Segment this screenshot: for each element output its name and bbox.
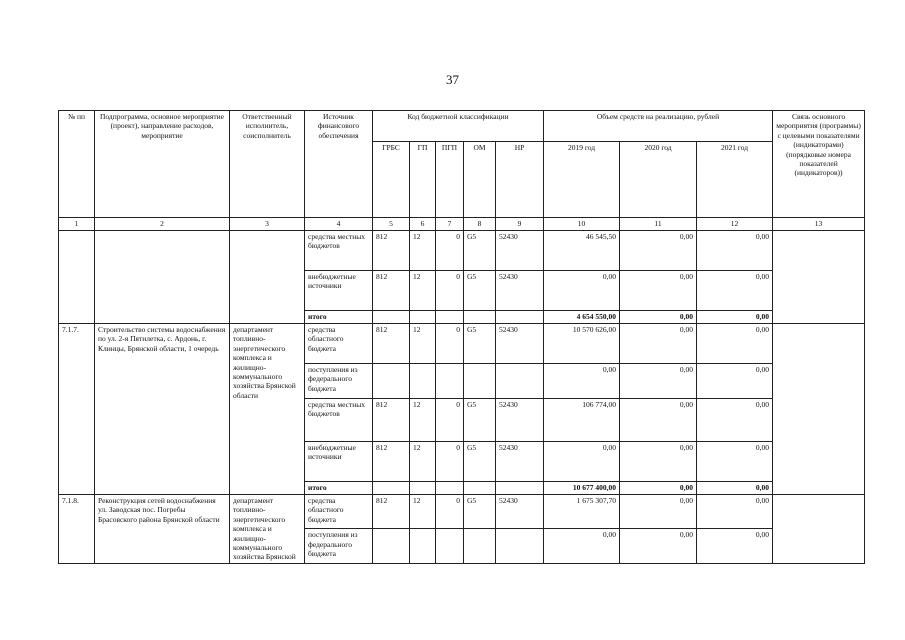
total-2021-cell: 0,00: [697, 482, 773, 495]
column-number: 5: [373, 218, 410, 231]
page-number: 37: [446, 72, 459, 87]
link-cell: [773, 324, 865, 495]
value-2021-cell: 0,00: [697, 231, 773, 271]
value-2021-cell: 0,00: [697, 271, 773, 311]
column-number: 11: [620, 218, 697, 231]
source-cell: средства областного бюджета: [305, 324, 373, 364]
value-2019-cell: 1 675 307,70: [544, 495, 620, 529]
link-cell: [773, 231, 865, 324]
column-number: 1: [59, 218, 95, 231]
value-2021-cell: 0,00: [697, 324, 773, 364]
source-cell: средства местных бюджетов: [305, 231, 373, 271]
grbs-cell: 812: [373, 442, 410, 482]
column-number: 2: [95, 218, 230, 231]
om-cell: G5: [464, 442, 496, 482]
row-name-cell: Строительство системы водоснабжения по ул. 2-я Пятилетка, с. Ардонь, г. Клинцы, Брянской области, 1 очередь: [95, 324, 230, 495]
header-program: Подпрограмма, основное мероприятие (проект), направление расходов, мероприятие: [95, 111, 230, 218]
header-budget-classification: Код бюджетной классификации: [373, 111, 544, 142]
pgp-cell: 0: [436, 399, 464, 442]
grbs-cell: 812: [373, 231, 410, 271]
source-cell: внебюджетные источники: [305, 442, 373, 482]
np-cell: 52430: [496, 231, 544, 271]
link-cell: [773, 495, 865, 564]
grbs-cell: 812: [373, 495, 410, 529]
gp-cell: 12: [410, 231, 436, 271]
grbs-cell: 812: [373, 324, 410, 364]
header-link: Связь основного мероприятия (программы) с целевыми показателями (индикаторами) (порядковые номера показателей (индикаторов)): [773, 111, 865, 218]
source-cell: поступления из федерального бюджета: [305, 529, 373, 563]
value-2021-cell: 0,00: [697, 364, 773, 399]
source-cell: средства областного бюджета: [305, 495, 373, 529]
header-grbs: ГРБС: [373, 142, 410, 218]
value-2021-cell: 0,00: [697, 399, 773, 442]
pgp-cell: 0: [436, 442, 464, 482]
column-number: 10: [544, 218, 620, 231]
header-2020: 2020 год: [620, 142, 697, 218]
column-number: 3: [230, 218, 305, 231]
total-2021-cell: 0,00: [697, 311, 773, 324]
value-2019-cell: 0,00: [544, 271, 620, 311]
header-volume: Объем средств на реализацию, рублей: [544, 111, 773, 142]
pgp-cell: 0: [436, 324, 464, 364]
value-2020-cell: 0,00: [620, 271, 697, 311]
row-number-cell: 7.1.8.: [59, 495, 95, 564]
value-2020-cell: 0,00: [620, 399, 697, 442]
value-2019-cell: 0,00: [544, 529, 620, 563]
om-cell: G5: [464, 495, 496, 529]
np-cell: 52430: [496, 271, 544, 311]
header-2021: 2021 год: [697, 142, 773, 218]
row-executor-cell: департамент топливно-энергетического комплекса и жилищно-коммунального хозяйства Брянской области: [230, 324, 305, 495]
total-2019-cell: 4 654 550,00: [544, 311, 620, 324]
total-2020-cell: 0,00: [620, 311, 697, 324]
pgp-cell: 0: [436, 495, 464, 529]
column-number-row: [59, 218, 865, 231]
table-row: [59, 495, 865, 529]
table-row: [59, 231, 865, 271]
source-cell: средства местных бюджетов: [305, 399, 373, 442]
value-2020-cell: 0,00: [620, 495, 697, 529]
om-cell: G5: [464, 271, 496, 311]
gp-cell: 12: [410, 442, 436, 482]
value-2019-cell: 46 545,50: [544, 231, 620, 271]
gp-cell: 12: [410, 495, 436, 529]
pgp-cell: 0: [436, 271, 464, 311]
np-cell: 52430: [496, 399, 544, 442]
np-cell: 52430: [496, 442, 544, 482]
column-number: 12: [697, 218, 773, 231]
column-number: 13: [773, 218, 865, 231]
np-cell: 52430: [496, 324, 544, 364]
total-2020-cell: 0,00: [620, 482, 697, 495]
value-2019-cell: 106 774,00: [544, 399, 620, 442]
column-number: 8: [464, 218, 496, 231]
value-2021-cell: 0,00: [697, 529, 773, 563]
row-name-cell: Реконструкция сетей водоснабжения ул. Заводская пос. Погребы Брасовского района Брянской области: [95, 495, 230, 564]
row-executor-cell: департамент топливно-энергетического комплекса и жилищно-коммунального хозяйства Брянской: [230, 495, 305, 564]
value-2020-cell: 0,00: [620, 529, 697, 563]
np-cell: 52430: [496, 495, 544, 529]
header-2019: 2019 год: [544, 142, 620, 218]
column-number: 4: [305, 218, 373, 231]
value-2021-cell: 0,00: [697, 442, 773, 482]
row-number-cell: 7.1.7.: [59, 324, 95, 495]
value-2019-cell: 10 570 626,00: [544, 324, 620, 364]
column-number: 7: [436, 218, 464, 231]
value-2020-cell: 0,00: [620, 324, 697, 364]
total-label: итого: [305, 311, 373, 324]
om-cell: G5: [464, 231, 496, 271]
header-executor: Ответственный исполнитель, соисполнитель: [230, 111, 305, 218]
gp-cell: 12: [410, 399, 436, 442]
total-label: итого: [305, 482, 373, 495]
header-num: № пп: [59, 111, 95, 218]
header-np: НР: [496, 142, 544, 218]
header-gp: ГП: [410, 142, 436, 218]
row-executor-cell: [230, 231, 305, 324]
source-cell: внебюджетные источники: [305, 271, 373, 311]
header-source: Источник финансового обеспечения: [305, 111, 373, 218]
grbs-cell: 812: [373, 271, 410, 311]
budget-table: [58, 110, 865, 564]
pgp-cell: 0: [436, 231, 464, 271]
row-name-cell: [95, 231, 230, 324]
grbs-cell: 812: [373, 399, 410, 442]
header-pgp: ПГП: [436, 142, 464, 218]
table-row: [59, 324, 865, 364]
header-om: ОМ: [464, 142, 496, 218]
value-2019-cell: 0,00: [544, 442, 620, 482]
header-row-1: [59, 111, 865, 142]
value-2020-cell: 0,00: [620, 442, 697, 482]
gp-cell: 12: [410, 324, 436, 364]
om-cell: G5: [464, 324, 496, 364]
value-2019-cell: 0,00: [544, 364, 620, 399]
gp-cell: 12: [410, 271, 436, 311]
value-2020-cell: 0,00: [620, 231, 697, 271]
value-2021-cell: 0,00: [697, 495, 773, 529]
total-2019-cell: 10 677 400,00: [544, 482, 620, 495]
column-number: 6: [410, 218, 436, 231]
om-cell: G5: [464, 399, 496, 442]
value-2020-cell: 0,00: [620, 364, 697, 399]
row-number-cell: [59, 231, 95, 324]
column-number: 9: [496, 218, 544, 231]
source-cell: поступления из федерального бюджета: [305, 364, 373, 399]
